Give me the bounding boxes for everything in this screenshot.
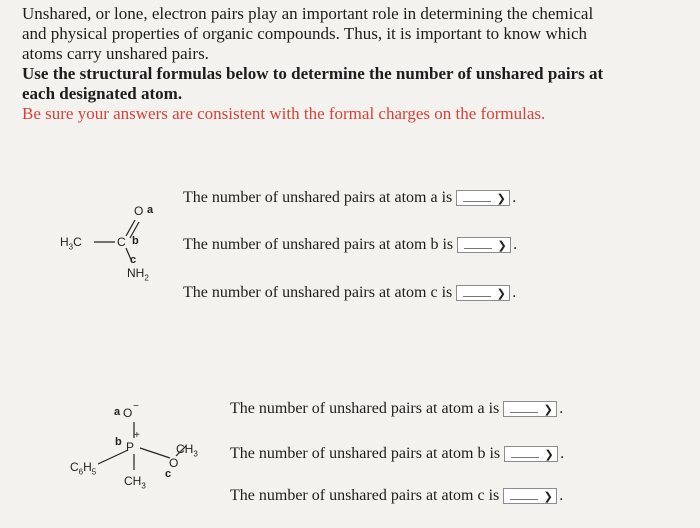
intro-line-1: Unshared, or lone, electron pairs play an important role in determining the chemical [22, 4, 594, 23]
methyl-bottom-label: $CH_3$ [124, 474, 146, 491]
intro-line-5: each designated atom. [22, 84, 183, 103]
question-2a [230, 400, 563, 418]
atom-o-label: O [134, 204, 144, 218]
intro-line-3: atoms carry unshared pairs. [22, 44, 209, 63]
intro-line-6: Be sure your answers are consistent with the formal charges on the formulas. [22, 104, 546, 123]
atom-c-carbonyl-label: C [117, 235, 126, 249]
question-2c [230, 487, 563, 505]
atom-c-tag: c [165, 468, 172, 480]
atom-o-top-label: O [123, 406, 133, 420]
atom-o-top-charge: − [133, 401, 139, 412]
chevron-down-icon: ❯ [497, 239, 507, 252]
atom-b-tag: b [132, 235, 139, 247]
intro-line-2: and physical properties of organic compounds. Thus, it is important to know which [22, 24, 588, 43]
chevron-down-icon: ❯ [543, 490, 553, 503]
question-2b-period: . [560, 445, 565, 462]
answer-dropdown-2a[interactable] [503, 401, 557, 417]
chevron-down-icon: ❯ [496, 192, 506, 205]
instructions [22, 4, 682, 124]
question-1b-period: . [513, 236, 518, 253]
answer-2b-value [511, 457, 539, 458]
answer-dropdown-2b[interactable] [504, 446, 558, 462]
phenyl-group-label: $C_6H_5$ [70, 460, 97, 477]
chevron-down-icon: ❯ [543, 403, 553, 416]
answer-dropdown-1c[interactable] [456, 285, 510, 301]
answer-dropdown-2c[interactable] [503, 488, 557, 504]
chevron-down-icon: ❯ [544, 448, 554, 461]
answer-2a-value [510, 412, 538, 413]
atom-b-tag: b [115, 436, 122, 448]
methyl-group-label: $H_3C$ [60, 235, 82, 252]
question-1b [183, 236, 517, 254]
answer-dropdown-1b[interactable] [457, 237, 511, 253]
structure-phosphorus [68, 398, 218, 498]
answer-1c-value [463, 296, 491, 297]
chevron-down-icon: ❯ [496, 287, 506, 300]
atom-p-charge: + [134, 430, 140, 441]
atom-c-tag: c [130, 254, 137, 266]
question-1a [183, 189, 516, 207]
answer-2c-value [510, 499, 538, 500]
question-2b [230, 445, 564, 463]
atom-p-label: P [126, 440, 135, 454]
amine-group-label: $NH_2$ [127, 266, 149, 283]
atom-o-right-label: O [169, 456, 179, 470]
answer-1b-value [464, 248, 492, 249]
atom-a-tag: a [147, 204, 154, 216]
question-2b-text: The number of unshared pairs at atom b is [230, 445, 501, 462]
question-1a-text: The number of unshared pairs at atom a is [183, 189, 453, 206]
question-1c [183, 284, 516, 302]
atom-a-tag: a [114, 406, 121, 418]
question-2c-text: The number of unshared pairs at atom c is [230, 487, 500, 504]
methyl-right-label: $CH_3$ [176, 442, 198, 459]
question-2a-period: . [559, 400, 564, 417]
question-1b-text: The number of unshared pairs at atom b is [183, 236, 454, 253]
question-2c-period: . [559, 487, 564, 504]
structure-acetamide [60, 200, 180, 290]
question-1c-text: The number of unshared pairs at atom c is [183, 284, 453, 301]
answer-1a-value [463, 201, 491, 202]
question-1a-period: . [512, 189, 517, 206]
intro-line-4: Use the structural formulas below to determine the number of unshared pairs at [22, 64, 604, 83]
question-1c-period: . [512, 284, 517, 301]
question-2a-text: The number of unshared pairs at atom a is [230, 400, 500, 417]
answer-dropdown-1a[interactable] [456, 190, 510, 206]
